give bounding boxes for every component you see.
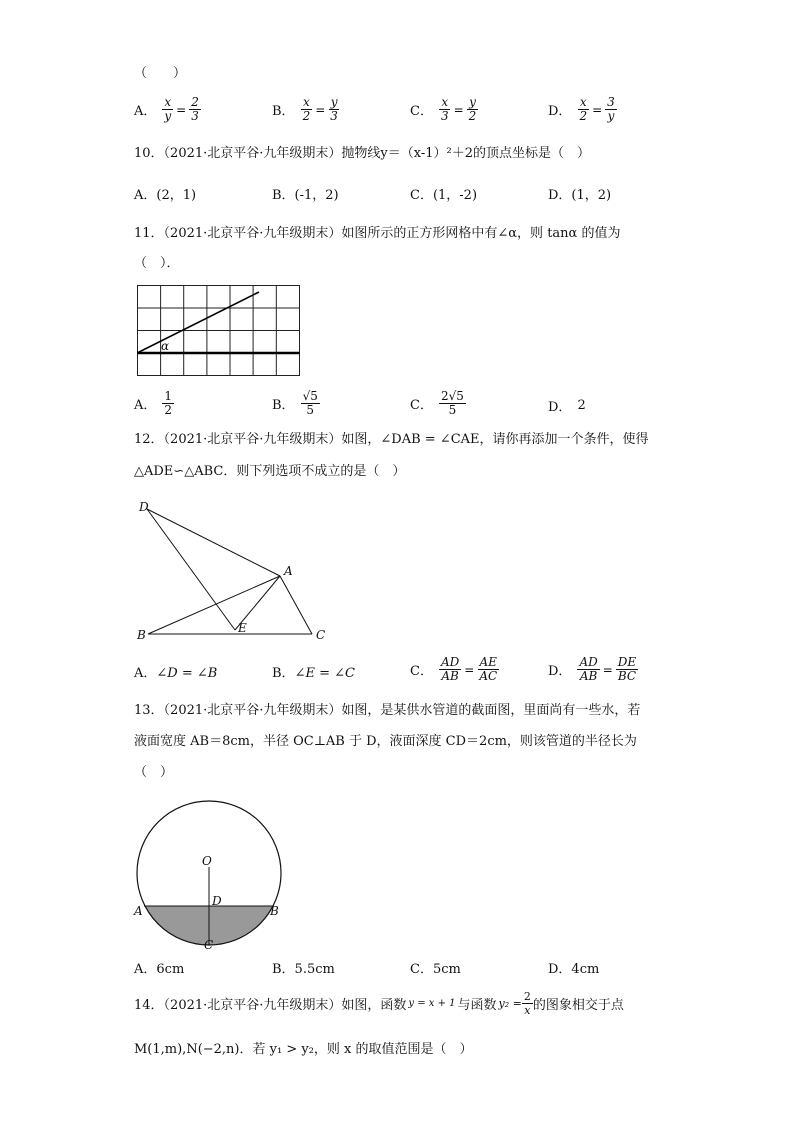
point-b-label: B [137,628,146,642]
option-label: B． [272,104,295,119]
q9-option-a[interactable]: A． $\frac{x}{y}$ = $\frac{2}{3}$ [134,95,199,123]
q9-answer-paren: （ ） [134,66,187,81]
point-a-label: A [284,564,293,578]
fraction: $\frac{AD}{AB}$ [440,655,460,683]
q13-option-d[interactable]: D．4cm [548,962,600,977]
fraction: $\frac{2√5}{5}$ [440,389,464,417]
q11-option-d[interactable] [548,396,586,415]
q11-stem: 11．（2021·北京平谷·九年级期末）如图所示的正方形网格中有∠α，则 tanα 的值为 [134,226,621,241]
q11-stem-cont: （ ）． [134,256,180,271]
q12-option-b[interactable]: B．∠E = ∠C [272,666,355,681]
q14-stem: 14．（2021·北京平谷·九年级期末）如图，函数 y = x + 1 与函数 y₂ = $\frac{2}{x}$ 的图象相交于点 [134,990,624,1017]
point-c-label: C [204,938,214,952]
q11-grid-figure [137,285,301,377]
fraction: $\frac{√5}{5}$ [302,389,318,417]
q12-option-a[interactable]: A．∠D = ∠B [134,666,218,681]
fraction: $\frac{DE}{BC}$ [617,655,637,683]
option-label: C． [410,664,433,679]
q10-option-a[interactable]: A．(2，1) [134,188,197,203]
angle-slant-ray [137,292,259,353]
point-b-label: B [270,904,279,918]
q13-stem-cont: 液面宽度 AB＝8cm，半径 OC⊥AB 于 D，液面深度 CD＝2cm，则该管道的半径长为 [134,734,637,749]
q14-stem-cont: M(1,m),N(−2,n)．若 y₁ > y₂，则 x 的取值范围是（ ） [134,1042,473,1057]
q10-option-d[interactable]: D．(1，2) [548,188,612,203]
q11-option-a[interactable] [134,390,174,417]
option-label: D． [548,664,572,679]
option-label: C． [410,104,433,119]
option-label: D． [548,400,572,415]
option-label: A． [134,104,157,119]
point-c-label: C [316,628,326,642]
option-label: B． [272,398,295,413]
q13-option-c[interactable]: C．5cm [410,962,461,977]
point-e-label: E [238,621,247,635]
q13-option-b[interactable]: B．5.5cm [272,962,335,977]
option-label: C． [410,398,433,413]
fraction: $\frac{y}{2}$ [468,95,477,123]
q9-option-b[interactable]: B． $\frac{x}{2}$ = $\frac{y}{3}$ [272,95,338,123]
point-d-label: D [212,894,222,908]
q12-triangle-figure [130,495,340,645]
q9-option-d[interactable]: D． $\frac{x}{2}$ = $\frac{3}{y}$ [548,95,615,123]
fraction: $\frac{x}{3}$ [440,95,449,123]
q10-option-b[interactable]: B．(-1，2) [272,188,339,203]
fraction: $\frac{3}{y}$ [607,95,615,123]
alpha-label: α [161,339,170,353]
fraction: $\frac{AE}{AC}$ [479,655,498,683]
fraction: $\frac{x}{y}$ [164,95,172,123]
fraction: $\frac{AD}{AB}$ [579,655,598,683]
q13-option-a[interactable]: A．6cm [134,962,185,977]
q12-option-c[interactable]: C． $\frac{AD}{AB}$ = $\frac{AE}{AC}$ [410,655,498,683]
option-label: D． [548,104,572,119]
grid-lines [137,285,300,376]
q12-stem-cont: △ADE∽△ABC．则下列选项不成立的是（ ） [134,464,406,479]
fraction: $\frac{x}{2}$ [302,95,311,123]
q13-stem: 13．（2021·北京平谷·九年级期末）如图，是某供水管道的截面图，里面尚有一些水，若 [134,703,641,718]
fraction: $\frac{1}{2}$ [164,389,173,417]
option-label: A． [134,398,157,413]
fraction: $\frac{2}{3}$ [191,95,199,123]
q11-option-c[interactable] [410,390,466,417]
q9-option-c[interactable]: C． $\frac{x}{3}$ = $\frac{y}{2}$ [410,95,477,123]
option-value: 2 [577,398,586,413]
fraction: $\frac{2}{x}$ [523,990,531,1017]
q10-option-c[interactable]: C．(1，-2) [410,188,478,203]
q12-option-d[interactable]: D． $\frac{AD}{AB}$ = $\frac{DE}{BC}$ [548,655,637,683]
q10-stem: 10．（2021·北京平谷·九年级期末）抛物线y＝（x-1）²＋2的顶点坐标是（ ） [134,146,590,161]
q11-option-b[interactable] [272,390,320,417]
q13-stem-paren: （ ） [134,765,174,780]
point-a-label: A [134,904,143,918]
point-o-label: O [202,854,212,868]
q12-stem: 12．（2021·北京平谷·九年级期末）如图，∠DAB = ∠CAE，请你再添加一个条件，使得 [134,432,649,447]
fraction: $\frac{y}{3}$ [330,95,338,123]
point-d-label: D [139,500,149,514]
fraction: $\frac{x}{2}$ [579,95,588,123]
q13-pipe-figure [130,795,290,955]
